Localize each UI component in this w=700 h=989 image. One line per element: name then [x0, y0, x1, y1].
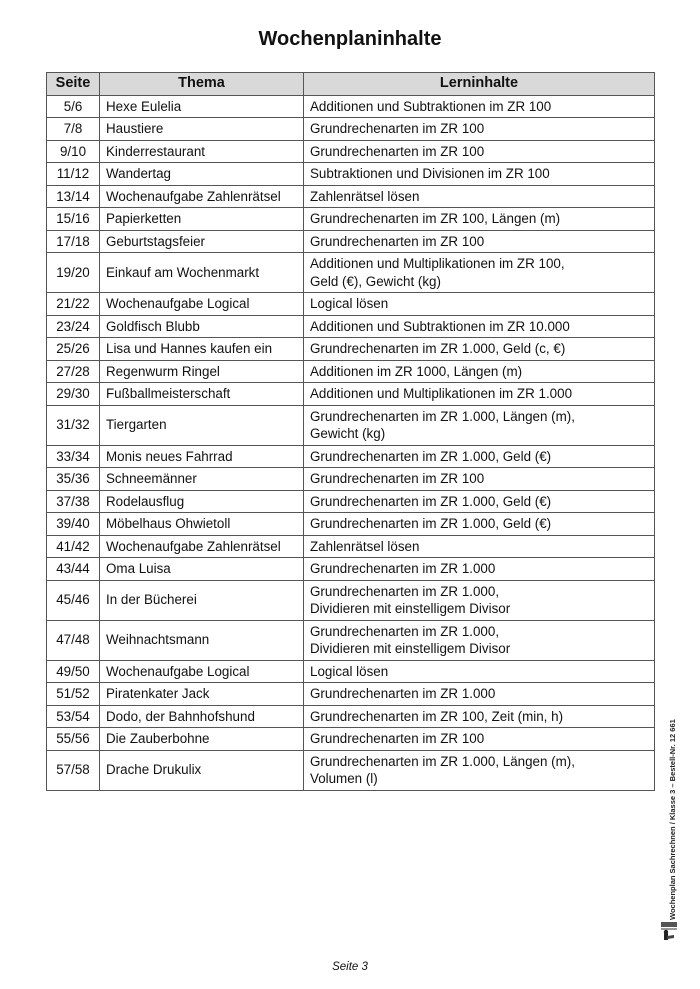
cell-lerninhalte: Additionen und Subtraktionen im ZR 10.000: [304, 315, 655, 338]
cell-thema: Weihnachtsmann: [100, 620, 304, 660]
cell-thema: Rodelausflug: [100, 490, 304, 513]
cell-seite: 47/48: [47, 620, 100, 660]
table-row: [47, 558, 655, 581]
content-table: [46, 72, 655, 791]
table-row: [47, 468, 655, 491]
cell-thema: Kinderrestaurant: [100, 140, 304, 163]
cell-thema: Oma Luisa: [100, 558, 304, 581]
cell-seite: 21/22: [47, 293, 100, 316]
cell-lerninhalte: Grundrechenarten im ZR 1.000, Dividieren mit einstelligem Divisor: [304, 580, 655, 620]
cell-lerninhalte: Grundrechenarten im ZR 100: [304, 118, 655, 141]
cell-seite: 13/14: [47, 185, 100, 208]
page-title: Wochenplaninhalte: [258, 28, 442, 50]
cell-thema: Dodo, der Bahnhofshund: [100, 705, 304, 728]
cell-lerninhalte: Grundrechenarten im ZR 1.000: [304, 683, 655, 706]
cell-lerninhalte: Zahlenrätsel lösen: [304, 535, 655, 558]
publisher-logo-icon: [658, 912, 680, 942]
cell-thema: Regenwurm Ringel: [100, 360, 304, 383]
cell-thema: Geburtstagsfeier: [100, 230, 304, 253]
header-seite: Seite: [47, 73, 100, 96]
cell-lerninhalte: Grundrechenarten im ZR 1.000, Geld (€): [304, 513, 655, 536]
cell-lerninhalte: Grundrechenarten im ZR 1.000, Geld (c, €): [304, 338, 655, 361]
table-row: [47, 490, 655, 513]
cell-seite: 25/26: [47, 338, 100, 361]
cell-thema: Haustiere: [100, 118, 304, 141]
cell-seite: 19/20: [47, 253, 100, 293]
table-header-row: [47, 73, 655, 96]
side-label-area: [660, 630, 680, 930]
cell-lerninhalte: Grundrechenarten im ZR 1.000: [304, 558, 655, 581]
cell-seite: 51/52: [47, 683, 100, 706]
cell-seite: 15/16: [47, 208, 100, 231]
cell-lerninhalte: Grundrechenarten im ZR 1.000, Geld (€): [304, 490, 655, 513]
table-row: [47, 163, 655, 186]
cell-thema: Drache Drukulix: [100, 750, 304, 790]
cell-lerninhalte: Grundrechenarten im ZR 100, Längen (m): [304, 208, 655, 231]
cell-seite: 35/36: [47, 468, 100, 491]
cell-lerninhalte: Subtraktionen und Divisionen im ZR 100: [304, 163, 655, 186]
cell-thema: Fußballmeisterschaft: [100, 383, 304, 406]
table-row: [47, 580, 655, 620]
cell-lerninhalte: Logical lösen: [304, 293, 655, 316]
header-lerninhalte: Lerninhalte: [304, 73, 655, 96]
cell-seite: 57/58: [47, 750, 100, 790]
header-thema: Thema: [100, 73, 304, 96]
table-row: [47, 118, 655, 141]
cell-seite: 11/12: [47, 163, 100, 186]
table-row: [47, 208, 655, 231]
cell-thema: Papierketten: [100, 208, 304, 231]
cell-thema: Schneemänner: [100, 468, 304, 491]
cell-seite: 23/24: [47, 315, 100, 338]
table-row: [47, 705, 655, 728]
cell-lerninhalte: Additionen und Subtraktionen im ZR 100: [304, 95, 655, 118]
cell-thema: Goldfisch Blubb: [100, 315, 304, 338]
table-row: [47, 660, 655, 683]
table-row: [47, 405, 655, 445]
cell-seite: 49/50: [47, 660, 100, 683]
cell-lerninhalte: Logical lösen: [304, 660, 655, 683]
cell-seite: 45/46: [47, 580, 100, 620]
table-row: [47, 750, 655, 790]
cell-lerninhalte: Grundrechenarten im ZR 1.000, Längen (m), Volumen (l): [304, 750, 655, 790]
cell-lerninhalte: Zahlenrätsel lösen: [304, 185, 655, 208]
cell-lerninhalte: Grundrechenarten im ZR 100: [304, 728, 655, 751]
cell-seite: 31/32: [47, 405, 100, 445]
cell-seite: 53/54: [47, 705, 100, 728]
table-row: [47, 728, 655, 751]
table-row: [47, 315, 655, 338]
cell-thema: Wochenaufgabe Logical: [100, 660, 304, 683]
cell-thema: Wochenaufgabe Logical: [100, 293, 304, 316]
side-label: Wochenplan Sachrechnen / Klasse 3 – Bestell-Nr. 12 661: [668, 719, 677, 920]
cell-thema: In der Bücherei: [100, 580, 304, 620]
table-row: [47, 140, 655, 163]
table-row: [47, 293, 655, 316]
cell-thema: Wochenaufgabe Zahlenrätsel: [100, 185, 304, 208]
cell-seite: 41/42: [47, 535, 100, 558]
cell-seite: 29/30: [47, 383, 100, 406]
cell-seite: 9/10: [47, 140, 100, 163]
cell-seite: 37/38: [47, 490, 100, 513]
cell-seite: 33/34: [47, 445, 100, 468]
table-row: [47, 95, 655, 118]
table-row: [47, 683, 655, 706]
cell-lerninhalte: Grundrechenarten im ZR 100: [304, 230, 655, 253]
cell-seite: 27/28: [47, 360, 100, 383]
cell-thema: Lisa und Hannes kaufen ein: [100, 338, 304, 361]
cell-thema: Möbelhaus Ohwietoll: [100, 513, 304, 536]
cell-seite: 5/6: [47, 95, 100, 118]
cell-lerninhalte: Additionen im ZR 1000, Längen (m): [304, 360, 655, 383]
cell-seite: 39/40: [47, 513, 100, 536]
cell-lerninhalte: Grundrechenarten im ZR 1.000, Längen (m), Gewicht (kg): [304, 405, 655, 445]
table-row: [47, 360, 655, 383]
cell-thema: Die Zauberbohne: [100, 728, 304, 751]
cell-lerninhalte: Grundrechenarten im ZR 100, Zeit (min, h): [304, 705, 655, 728]
table-row: [47, 620, 655, 660]
table-row: [47, 513, 655, 536]
cell-thema: Monis neues Fahrrad: [100, 445, 304, 468]
cell-lerninhalte: Grundrechenarten im ZR 100: [304, 468, 655, 491]
cell-seite: 7/8: [47, 118, 100, 141]
table-row: [47, 185, 655, 208]
table-row: [47, 338, 655, 361]
cell-seite: 43/44: [47, 558, 100, 581]
cell-thema: Einkauf am Wochenmarkt: [100, 253, 304, 293]
cell-thema: Wandertag: [100, 163, 304, 186]
cell-seite: 17/18: [47, 230, 100, 253]
cell-lerninhalte: Grundrechenarten im ZR 1.000, Geld (€): [304, 445, 655, 468]
cell-lerninhalte: Additionen und Multiplikationen im ZR 1.000: [304, 383, 655, 406]
table-row: [47, 535, 655, 558]
table-row: [47, 445, 655, 468]
table-row: [47, 383, 655, 406]
table-row: [47, 230, 655, 253]
cell-thema: Piratenkater Jack: [100, 683, 304, 706]
cell-seite: 55/56: [47, 728, 100, 751]
cell-thema: Hexe Eulelia: [100, 95, 304, 118]
cell-thema: Tiergarten: [100, 405, 304, 445]
cell-lerninhalte: Grundrechenarten im ZR 100: [304, 140, 655, 163]
cell-lerninhalte: Additionen und Multiplikationen im ZR 100, Geld (€), Gewicht (kg): [304, 253, 655, 293]
cell-thema: Wochenaufgabe Zahlenrätsel: [100, 535, 304, 558]
cell-lerninhalte: Grundrechenarten im ZR 1.000, Dividieren mit einstelligem Divisor: [304, 620, 655, 660]
table-row: [47, 253, 655, 293]
page-number: Seite 3: [332, 961, 368, 973]
